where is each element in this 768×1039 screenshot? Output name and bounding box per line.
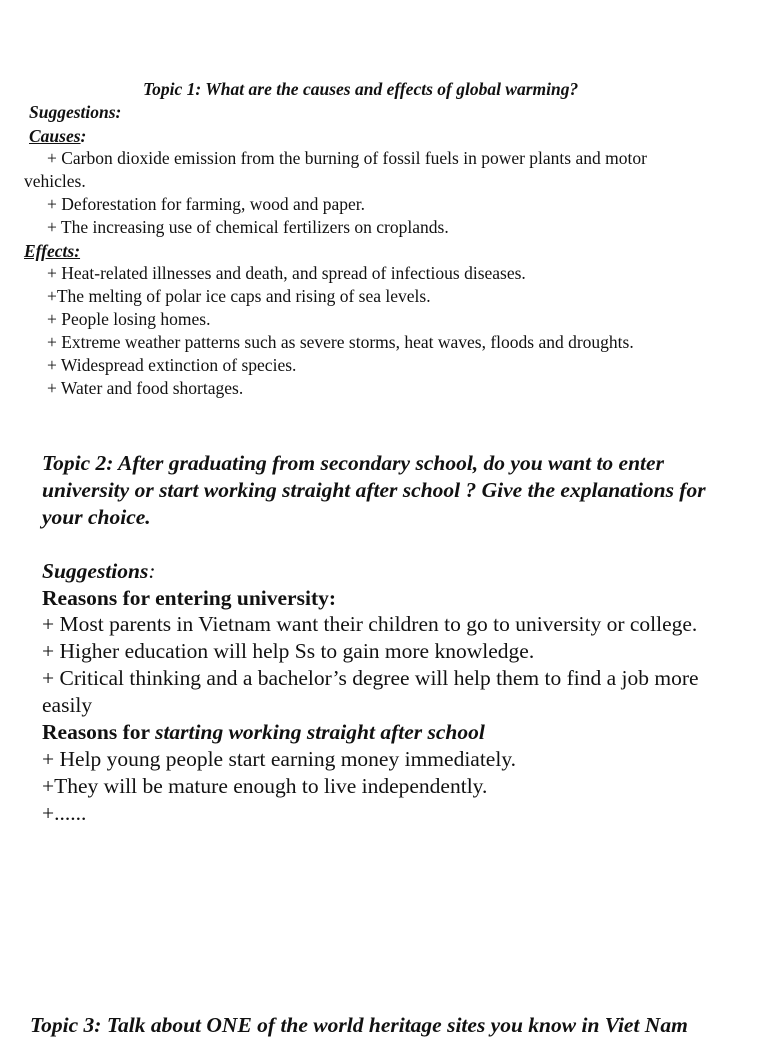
working-reasons-heading	[42, 719, 485, 746]
suggestions-colon: :	[148, 559, 156, 583]
effect-item: + Widespread extinction of species.	[47, 355, 297, 375]
working-reason-item: +......	[42, 801, 87, 825]
cause-item: + The increasing use of chemical fertilizers on croplands.	[47, 217, 449, 237]
topic1-causes-heading	[29, 125, 86, 148]
working-heading-italic: starting working straight after school	[155, 720, 485, 744]
topic1-effects-heading: Effects:	[24, 241, 81, 261]
university-reason-item: + Critical thinking and a bachelor’s degree will help them to find a job more	[42, 666, 699, 690]
working-reason-item: + Help young people start earning money immediately.	[42, 747, 517, 771]
university-reason-continuation: easily	[42, 693, 93, 717]
effect-item: + Extreme weather patterns such as severe storms, heat waves, floods and droughts.	[47, 332, 634, 352]
effect-item: +The melting of polar ice caps and rising of sea levels.	[47, 286, 431, 306]
working-reason-item: +They will be mature enough to live independently.	[42, 774, 488, 798]
effect-item: + Heat-related illnesses and death, and spread of infectious diseases.	[47, 263, 526, 283]
causes-label: Causes	[29, 126, 81, 146]
cause-item-continuation: vehicles.	[24, 171, 86, 191]
topic2-title-line: university or start working straight after school ? Give the explanations for	[42, 478, 706, 502]
cause-item: + Deforestation for farming, wood and paper.	[47, 194, 365, 214]
topic2-title-line: your choice.	[42, 505, 151, 529]
topic2-suggestions-label	[42, 558, 156, 585]
effect-item: + People losing homes.	[47, 309, 211, 329]
university-reason-item: + Most parents in Vietnam want their children to go to university or college.	[42, 612, 698, 636]
effect-item: + Water and food shortages.	[47, 378, 244, 398]
university-reason-item: + Higher education will help Ss to gain more knowledge.	[42, 639, 535, 663]
university-reasons-heading: Reasons for entering university:	[42, 586, 337, 610]
topic1-title: Topic 1: What are the causes and effects of global warming?	[143, 79, 579, 99]
causes-colon: :	[80, 126, 87, 146]
cause-item: + Carbon dioxide emission from the burning of fossil fuels in power plants and motor	[47, 148, 647, 168]
topic1-suggestions-label: Suggestions:	[29, 102, 122, 122]
topic2-title-line: Topic 2: After graduating from secondary school, do you want to enter	[42, 451, 664, 475]
suggestions-word: Suggestions	[42, 559, 149, 583]
working-heading-prefix: Reasons for	[42, 720, 156, 744]
topic3-title-partial: Topic 3: Talk about ONE of the world heritage sites you know in Viet Nam	[30, 1013, 688, 1037]
